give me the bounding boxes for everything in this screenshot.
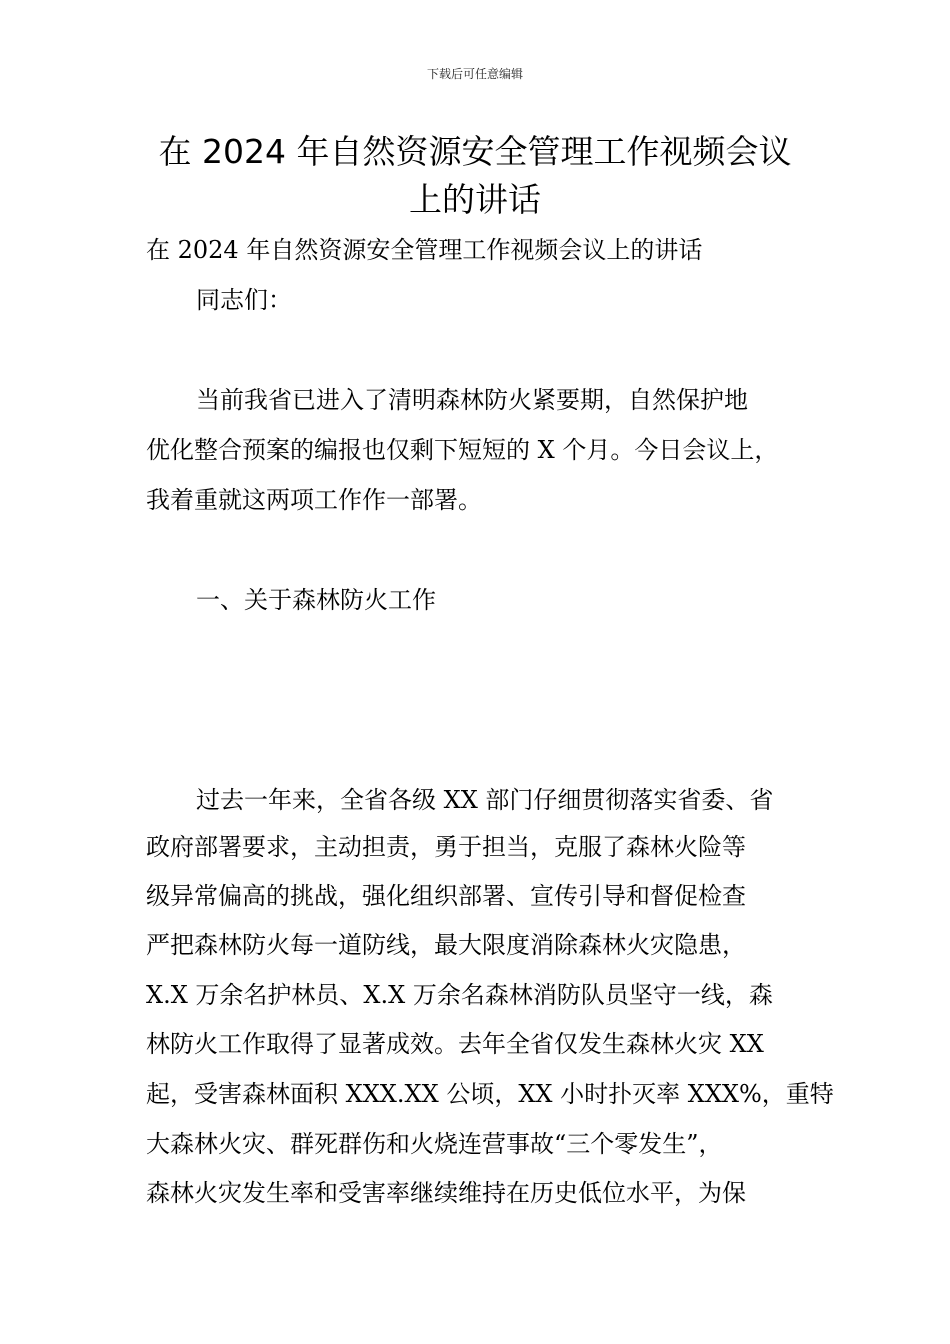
document-subtitle: 在 2024 年自然资源安全管理工作视频会议上的讲话: [146, 236, 703, 264]
paragraph-2-line: 森林火灾发生率和受害率继续维持在历史低位水平，为保: [146, 1179, 746, 1207]
paragraph-2-line: 林防火工作取得了显著成效。去年全省仅发生森林火灾 XX: [146, 1030, 764, 1058]
paragraph-1-line: 当前我省已进入了清明森林防火紧要期，自然保护地: [196, 386, 748, 414]
paragraph-2-line: 起，受害森林面积 XXX.XX 公顷，XX 小时扑灭率 XXX%，重特: [146, 1080, 834, 1108]
title-line-1: 在 2024 年自然资源安全管理工作视频会议: [158, 132, 792, 171]
paragraph-1-line: 我着重就这两项工作作一部署。: [146, 486, 482, 514]
salutation: 同志们：: [196, 286, 292, 314]
paragraph-2-line: 过去一年来，全省各级 XX 部门仔细贯彻落实省委、省: [196, 786, 774, 814]
paragraph-2-line: 严把森林防火每一道防线，最大限度消除森林火灾隐患，: [146, 931, 746, 959]
paragraph-2-line: 政府部署要求，主动担责，勇于担当，克服了森林火险等: [146, 833, 746, 861]
section-heading: 一、关于森林防火工作: [196, 586, 436, 614]
paragraph-2-line: X.X 万余名护林员、X.X 万余名森林消防队员坚守一线，森: [146, 981, 773, 1009]
paragraph-2-line: 大森林火灾、群死群伤和火烧连营事故“三个零发生”，: [146, 1130, 723, 1158]
paragraph-2-line: 级异常偏高的挑战，强化组织部署、宣传引导和督促检查: [146, 882, 746, 910]
paragraph-1-line: 优化整合预案的编报也仅剩下短短的 X 个月。今日会议上，: [146, 436, 779, 464]
document-title: [110, 128, 840, 224]
page-header-note: 下载后可任意编辑: [426, 67, 523, 81]
title-line-2: 上的讲话: [409, 180, 541, 219]
